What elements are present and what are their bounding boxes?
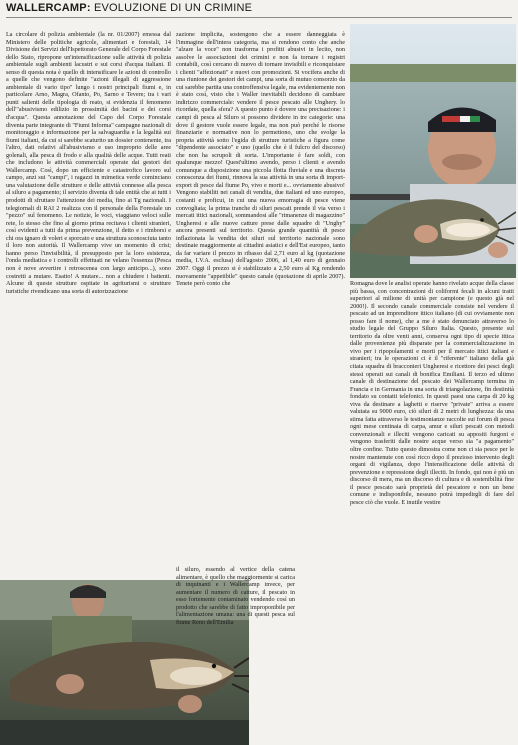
column-1-text: La circolare di polizia ambientale (la nr. 01/2007) emessa dal Ministero delle politiche agricole, alimentari e forestali, 14 Divisione dei Servizi dell'Ispettorato Generale del Corpo Forestale dello Stato, ripropone un'intensificazione sulle attività di polizia ambientale sugli ambienti lacustri e sui corsi d'acqua italiani. Il senso di questa nota è quello di intensificare le azioni di controllo a quelle che vengono definite "azioni illegali di aggressione ambientale di vario tipo" lungo i nostri principali fiumi e, in particolare Arno, Magra, Ofanto, Po, Sarno e Tevere; tra i vari punti salienti delle tipologia di reato, si evidenzia il fenomeno dell'"abusivismo edilizio in prossimità dei bacini e dei corsi d'acqua". Questa annotazione del Capo del Corpo Forestale diventa parte integrante di "Fiumi Informa" campagne nazionali di monitoraggio e informazione per la salvaguardia e la legalità sui fiumi italiani, da cui si sarebbe scaturito un dossier contenente, tra l'altro, dati relativi all'abusivismo e uso improprio delle aree golenali, alla pesca di frodo e alla qualità delle acque. Tutti reati che includono le attività commerciali operate dai gestori dei Wallercamp. Così, dopo un efficiente e catastrofico lavoro sul campo, anzi sui "campi", i ragazzi in mimetica verde cominciano una valutazione delle strutture e delle attività connesse alla pesca al siluro a pagamento; il servizio diventa di tale entità che ai tutti i prodotti di sfruttare l'attenzione dei media, fino ai Tg nazionali. I telegiornali di RAI 2 realizza con il personale della Forestale un "pezzo" sul fenomeno. Le notizie, le voci, viaggiano veloci sulle rete, lo stesso che fino al giorno prima recitava i clienti stranieri, così evidenti a tutti da prima prevenzione, il detto e i rimborsi e chi ora ignaro di voleri e sporcato e una struttura sconosciuta tanto il loro non autorità. Il Wallercamp vive un momento di crisi; hanno perso l'invisibilità, il presupposto per la loro esistenza, l'onda mediatica e i controlli effettuati ne velano l'essenza (Pesca non è nove avvertire i retroscenea con largo anticipo...), sono costretti a mutare. Esatto! A mutare... non a chiudere i battenti. Alcune di queste strutture ospitate in agriturismi o strutture turistiche rivendicano una sorta di autorizzazione	[6, 31, 171, 295]
photo-fisherman-catfish-top	[350, 24, 516, 278]
article-column-1	[6, 31, 171, 578]
column-3-text: il siluro, essendo al vertice della catena alimentare, è quello che maggiormente si carica di inquinanti e i Wallercamp invece, per aumentare il numero di catture, il pescato in esso fortemente contaminato vendendo così un prodotto che sarebbe di fatto improponibile per l'alimentazione umana: una di questi pesca sul fiume Reno dell'Emilia	[176, 566, 295, 626]
article-column-2	[176, 31, 345, 566]
article-column-4	[350, 280, 514, 745]
header-subtitle: EVOLUZIONE DI UN CRIMINE	[90, 2, 253, 14]
header-rule	[6, 17, 512, 18]
page-header	[6, 2, 252, 16]
header-brand: WALLERCAMP:	[6, 2, 91, 14]
column-2-text: zazione implicita, sostengono che a essere danneggiata è l'immagine dell'intera categoria, ma si rendono conto che anche "alzare la voce" non trasforma i profitti abusivi in lecito, non assolve le associazioni dei crimini e non fa tornare i registri contabili, così cercano di nuovo di tornare invisibili e riconquistare i clienti "affezionati" e nuovi con promozioni. Si vocifera anche di una riunione dei gestori dei campi, una sorta di mutuo consorzio da cui sarebbe partita una controffensiva legale, ma evidentemente non è stato così, visto che i Waller inevitabili decidono di cambiare indirizzo commerciale: vendere il pesce pescato alle Unghery. lo ricordate, quella sfera? A questo punto è dovere una precisazione: i campi di pesca al Siluro si possono dividere in tre categorie: una dove il gestore vuole essere legale, ma non può perché le risorse finanziarie e normative non lo permettono, uno che svolge la propria attività sotto l'egida di strutture turistiche a figura come "dipendente associato" e uno (quello che è il fulcro del discorso) che non ha scrupoli di sorta. L'importante è fare soldi, con qualunque mezzo! Quest'ultimo avendo, perso i clienti e avendo comunque a disposizione una piccola flotta fluviale e una discreta conoscenza dei fiumi, rinnova la sua attività in una sorta di import-export di pesce dal fiume Po, vivo e morti e... ovviamente abusivo! Vengono stabiliti nei canali di vendita, due italiani ed uno europeo, costanti e proficui, in cui una nuova emorragia di pesce viene convogliata; la prima tranche di siluri pescati prende il via verso i mercati ittici nazionali, sommandosi alle "rimanenze di magazzino" Ungheresi e alle nuove catture prese dalle squadre di "Unghy" ancora presenti sul territorio. Questa grande quantità di pesce inflazionata la vendita dei siluri sul territorio nazionale sono destinate maggiormente ai cittadini asiatici e dell'Est europeo, tanto da far variare il prezzo in ribasso dal 2,71 euro al kg (quotazione media, I.V.A. esclusa) dell'agosto 2006, al 1,40 euro di gennaio 2007. Oggi il prezzo si è stabilizzato a 2,50 euro al Kg rendendo nuovamente "appetibile" questo canale (quotazione di aprile 2007). Tenete però conto che	[176, 31, 345, 288]
article-column-3	[176, 566, 295, 744]
photo-fisherman-catfish-top-image	[350, 24, 516, 278]
column-4-text: Romagna dove le analisi operate hanno rivelato acque della classe più bassa, con concentrazioni di coliformi fecali in alcuni tratti superiori al milione di unità per campione (e questo già nel 2000!). Il secondo canale commerciale consiste nel vendere il pescato ad un imprenditore ittico italiano (di cui ovviamente non posso fare il nome), che a me è stato denunciato attraverso lo studio legale del Gruppo Siluro Italia. Questo, presente sul territorio da oltre venti anni, conserva ogni tipo di specie ittica dalle provenienze più disparate per la commercializzazione in vivo per i ripopolamenti e morti per il mercato ittici italiani e stranieri; tra le operazioni ci è il "riferente" italiano della già citata squadra di bracconieri Ungheresi e ricettore dei pesci degli stessi operati sui canali di bonifica Emiliani. Il terzo ed ultimo canale di destinazione del pescato dei Wallercamp termina in Francia e in Germania in una sorta di triangolazione, fin destinità fondato su contatti telefonici. In questi paesi una carpa di 20 kg viva da destinare a laghetti e riserve "private" arriva a essere valutata su 9000 euro, ciò siluri di 2 metri di lunghezza: da una stima fatta attraverso le testimonianze raccolte sui forum di pesca ogni mese centinaia di carpa, amur e siluri pescati con metodi convenzionali e illeciti vengono caricati su appositi furgoni e vengono trasferiti dalle nostre acque verso sia "a pagamento" oltre confine. Tutto questo dimostra come non ci sia pesce per le nostre mantenute con così ricco dopo il prezioso intervento degli organi di vigilanza, dopo l'intensificazione delle attività di prevenzione e repressione degli illeciti. In fondo, qui non è più un discorso di mera, ma un discorso di cultura e di sostenibilità fine il pesce pescato sarà proprietà del pescatore e non un bene comune e indisponibile, nessuno potrà impedirgli di fare del pesce ciò che vuole. E inutile vestire	[350, 280, 514, 506]
